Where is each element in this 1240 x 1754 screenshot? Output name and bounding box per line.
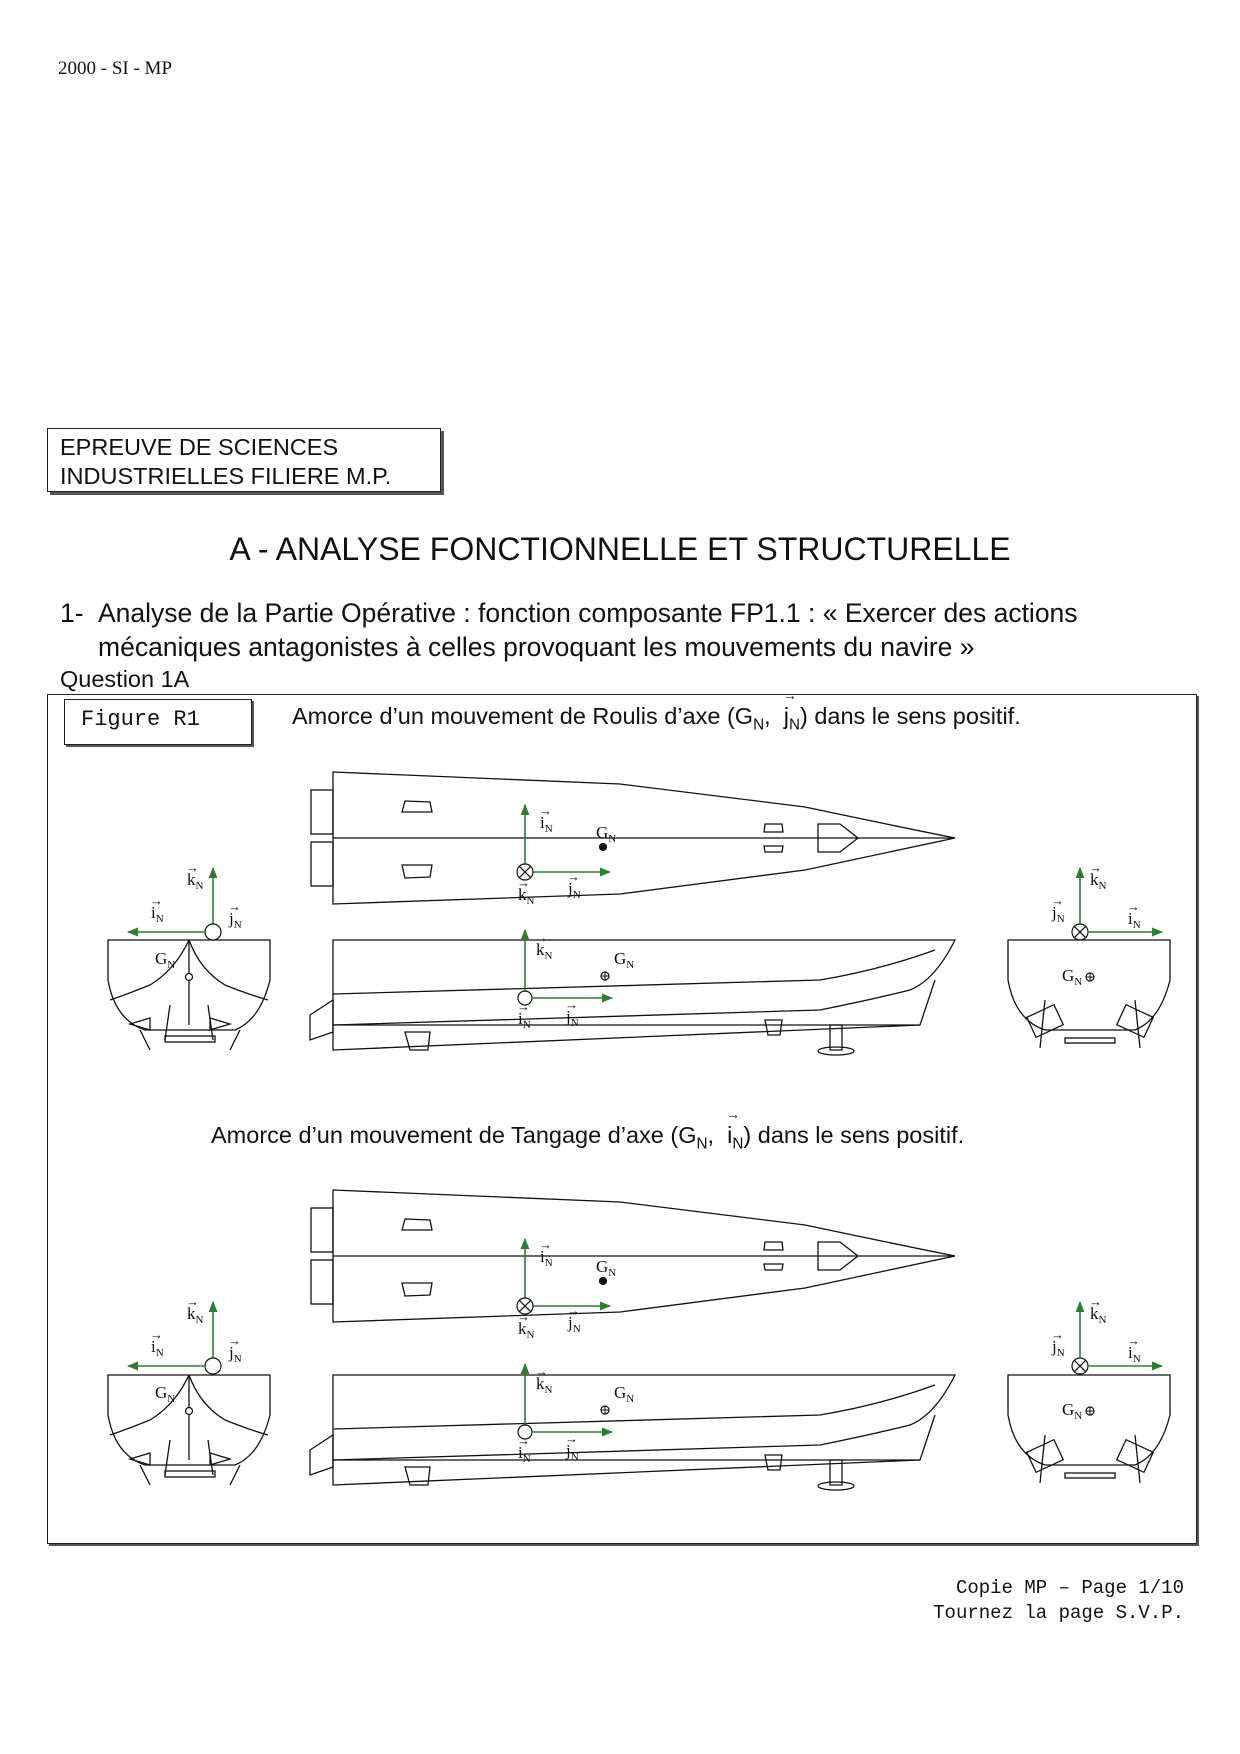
roulis-right-k-label-arrow: → <box>1089 860 1102 875</box>
question-number: 1- <box>60 598 84 628</box>
tangage-side-k-label-arrow: → <box>535 1364 548 1379</box>
tangage-right-i-label: $i_N$ <box>1128 1343 1141 1365</box>
roulis-side-i-label-arrow: → <box>517 999 530 1014</box>
roulis-top-k-label: $k_N$ <box>518 885 535 907</box>
tangage-side-i-label: $i_N$ <box>518 1443 531 1465</box>
roulis-side-j-label-arrow: → <box>565 997 578 1012</box>
roulis-top-j-label: $j_N$ <box>568 879 581 901</box>
tangage-side-j-label: $j_N$ <box>566 1441 579 1463</box>
tangage-top-i-label-arrow: → <box>539 1237 552 1252</box>
tangage-left-k-label-arrow: → <box>186 1294 199 1309</box>
roulis-top-g-label: $G_N$ <box>596 823 617 845</box>
roulis-top-i-label-arrow: → <box>539 803 552 818</box>
roulis-right-j-label-arrow: → <box>1051 893 1064 908</box>
tangage-top-j-label-arrow: → <box>567 1303 580 1318</box>
header-code: 2000 - SI - MP <box>58 58 173 79</box>
roulis-left-i-label-arrow: → <box>150 893 163 908</box>
tangage-top-view <box>311 1190 955 1322</box>
roulis-right-i-label-arrow: → <box>1127 899 1140 914</box>
tangage-right-i-label-arrow: → <box>1127 1333 1140 1348</box>
roulis-left-i-symbol <box>205 924 221 940</box>
roulis-caption: Amorce d’un mouvement de Roulis d’axe ($G_N$, → $j_N$) dans le sens positif. <box>292 703 1021 734</box>
roulis-side-j-label: $j_N$ <box>566 1007 579 1029</box>
tangage-right-j-label-arrow: → <box>1051 1327 1064 1342</box>
exam-title-line1: EPREUVE DE SCIENCES <box>60 434 339 460</box>
roulis-left-k-label-arrow: → <box>186 860 199 875</box>
tangage-top-i-label: $i_N$ <box>540 1247 553 1269</box>
turn-page-note: Tournez la page S.V.P. <box>933 1602 1184 1624</box>
tangage-left-j-label-arrow: → <box>228 1333 241 1348</box>
roulis-top-k-label-arrow: → <box>517 875 530 890</box>
tangage-top-k-label-arrow: → <box>517 1309 530 1324</box>
roulis-top-i-label: $i_N$ <box>540 813 553 835</box>
tangage-caption: Amorce d’un mouvement de Tangage d’axe ($G_N$, → $i_N$) dans le sens positif. <box>211 1122 964 1153</box>
tangage-top-k-label: $k_N$ <box>518 1319 535 1341</box>
tangage-left-g-point <box>186 1408 193 1415</box>
roulis-left-j-label: $j_N$ <box>229 909 242 931</box>
tangage-top-j-label: $j_N$ <box>568 1313 581 1335</box>
roulis-side-k-label: $k_N$ <box>536 940 553 962</box>
tangage-left-k-label: $k_N$ <box>187 1304 204 1326</box>
vector-annotations <box>128 803 1162 1465</box>
exam-title-line2: INDUSTRIELLES FILIERE M.P. <box>60 463 392 489</box>
roulis-right-k-label: $k_N$ <box>1090 870 1107 892</box>
figure-label: Figure R1 <box>64 699 252 745</box>
tangage-left-i-label: $i_N$ <box>151 1337 164 1359</box>
tangage-right-k-label: $k_N$ <box>1090 1304 1107 1326</box>
section-title: A - ANALYSE FONCTIONNELLE ET STRUCTURELLE <box>229 531 1011 567</box>
tangage-side-i-label-arrow: → <box>517 1433 530 1448</box>
roulis-top-j-label-arrow: → <box>567 869 580 884</box>
roulis-side-k-label-arrow: → <box>535 930 548 945</box>
roulis-left-section <box>108 940 270 1050</box>
tangage-side-g-label: $G_N$ <box>614 1383 635 1405</box>
tangage-right-section <box>1008 1375 1170 1483</box>
roulis-left-i-label: $i_N$ <box>151 903 164 925</box>
tangage-left-g-label: $G_N$ <box>155 1383 176 1405</box>
tangage-left-j-label: $j_N$ <box>229 1343 242 1365</box>
roulis-right-section <box>1008 940 1170 1048</box>
roulis-top-g-point <box>600 844 607 851</box>
tangage-top-g-point <box>600 1278 607 1285</box>
roulis-side-i-label: $i_N$ <box>518 1009 531 1031</box>
tangage-side-k-label: $k_N$ <box>536 1374 553 1396</box>
roulis-right-g-label: $G_N$ <box>1062 966 1083 988</box>
roulis-right-j-label: $j_N$ <box>1052 903 1065 925</box>
tangage-left-i-label-arrow: → <box>150 1327 163 1342</box>
question-label: Question 1A <box>60 666 190 692</box>
roulis-left-g-label: $G_N$ <box>155 949 176 971</box>
roulis-side-g-label: $G_N$ <box>614 949 635 971</box>
roulis-left-g-point <box>186 974 193 981</box>
roulis-side-view <box>310 940 955 1055</box>
question-text-line1: Analyse de la Partie Opérative : fonction composante FP1.1 : « Exercer des actions <box>98 598 1078 628</box>
roulis-left-j-label-arrow: → <box>228 899 241 914</box>
question-text-line2: mécaniques antagonistes à celles provoquant les mouvements du navire » <box>98 632 975 662</box>
tangage-right-k-label-arrow: → <box>1089 1294 1102 1309</box>
tangage-right-j-label: $j_N$ <box>1052 1337 1065 1359</box>
roulis-right-i-label: $i_N$ <box>1128 909 1141 931</box>
page-number: Copie MP – Page 1/10 <box>955 1577 1184 1599</box>
tangage-right-g-label: $G_N$ <box>1062 1400 1083 1422</box>
tangage-top-g-label: $G_N$ <box>596 1257 617 1279</box>
roulis-left-k-label: $k_N$ <box>187 870 204 892</box>
tangage-side-j-label-arrow: → <box>565 1431 578 1446</box>
tangage-left-i-symbol <box>205 1358 221 1374</box>
tangage-left-section <box>108 1375 270 1485</box>
roulis-top-view <box>311 772 955 904</box>
